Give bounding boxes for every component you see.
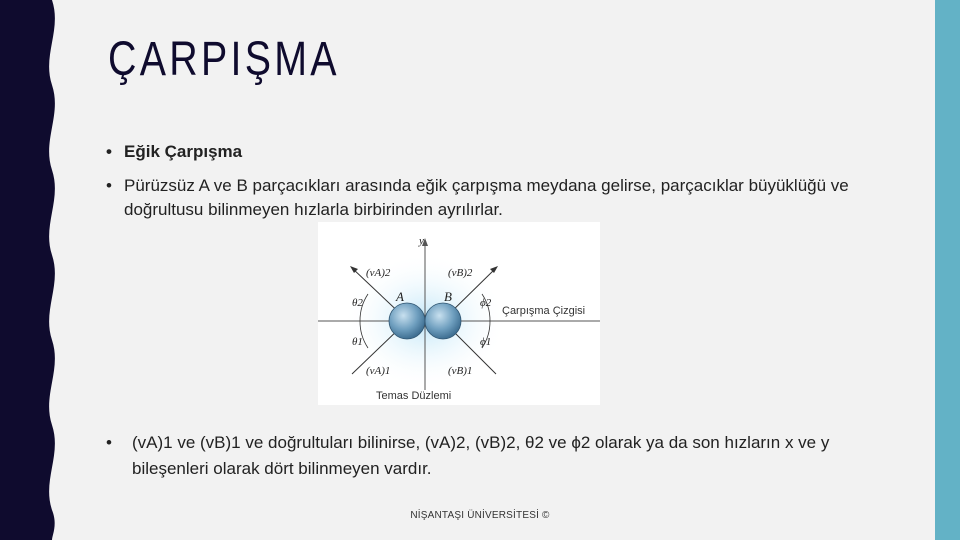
vA1-label: (vA)1	[366, 365, 391, 377]
bullet-text: Eğik Çarpışma	[124, 142, 243, 161]
bullet-item	[106, 140, 866, 164]
particle-b	[425, 303, 461, 339]
bullet-marker: •	[106, 142, 112, 161]
vB1-label: (vB)1	[448, 365, 473, 377]
phi2-label: ϕ2	[480, 297, 492, 309]
bullet-text: (vA)1 ve (vB)1 ve doğrultuları bilinirse, (vA)2, (vB)2, θ2 ve ϕ2 olarak ya da son hızların x ve y bileşenleri olarak dört bilinmeyen vardır.	[132, 433, 830, 478]
y-axis-label: y	[419, 235, 424, 247]
oblique-impact-figure	[318, 222, 600, 405]
vA2-label: (vA)2	[366, 267, 391, 279]
left-decorative-band	[0, 0, 62, 540]
line-of-impact-label: Çarpışma Çizgisi	[502, 305, 586, 317]
bullet-marker: •	[106, 433, 112, 452]
right-decorative-band	[935, 0, 960, 540]
bullet-marker: •	[106, 176, 112, 195]
particle-a	[389, 303, 425, 339]
particle-a-label: A	[396, 289, 404, 304]
bullet-item	[106, 174, 866, 222]
theta2-label: θ2	[352, 297, 363, 309]
bullet-item-unknowns	[106, 430, 866, 482]
vB2-label: (vB)2	[448, 267, 473, 279]
particle-b-label: B	[444, 289, 452, 304]
phi1-label: ϕ1	[480, 336, 492, 348]
footer-copyright: NİŞANTAŞI ÜNİVERSİTESİ ©	[410, 510, 550, 521]
bullet-text: Pürüzsüz A ve B parçacıkları arasında eğik çarpışma meydana gelirse, parçacıklar büyüklüğü ve doğrultusu bilinmeyen hızlarla birbirinden ayrılırlar.	[124, 176, 849, 219]
bullet-list	[106, 140, 866, 232]
plane-of-contact-label: Temas Düzlemi	[376, 390, 452, 402]
theta1-label: θ1	[352, 336, 363, 348]
page-title: ÇARPIŞMA	[108, 33, 340, 86]
